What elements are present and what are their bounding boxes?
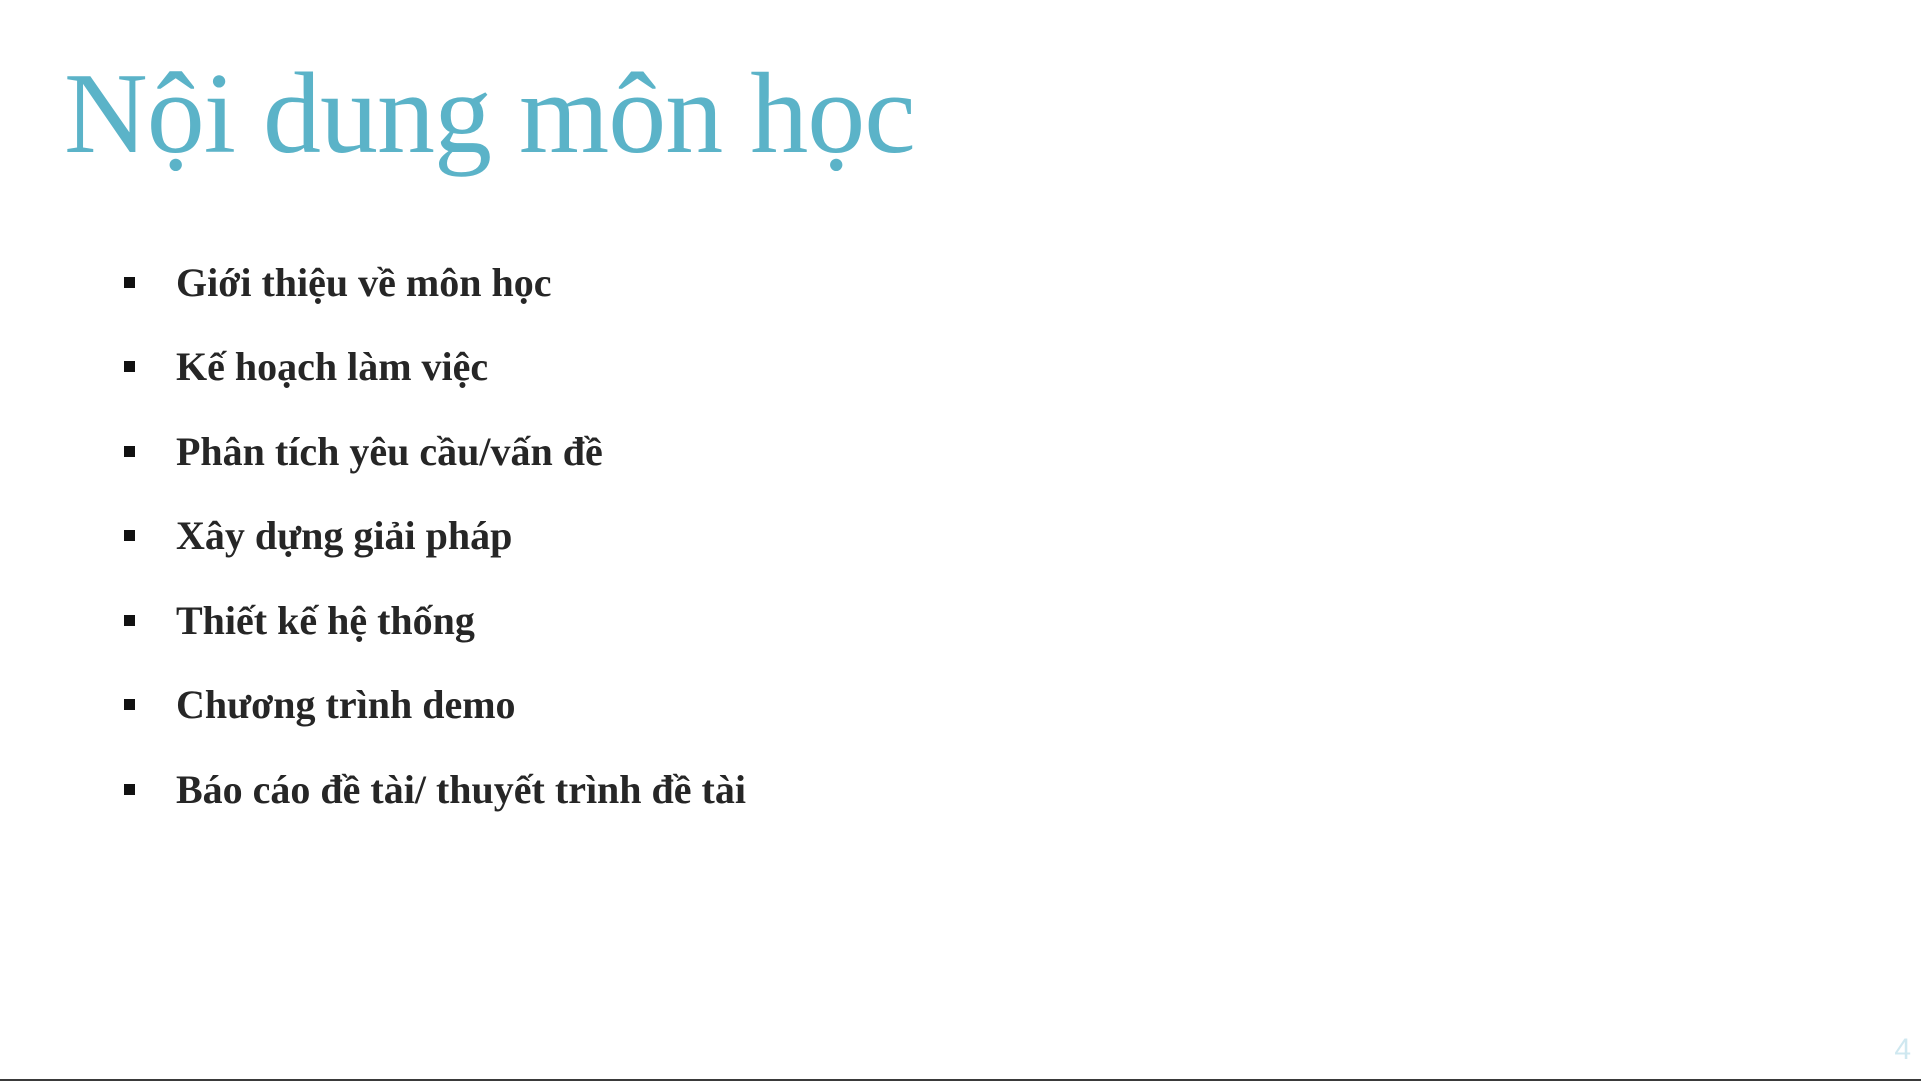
bullet-text: Chương trình demo (176, 682, 516, 728)
square-bullet-icon (124, 615, 135, 626)
slide-number: 4 (1894, 1033, 1911, 1066)
bullet-item (124, 494, 746, 579)
square-bullet-icon (124, 361, 135, 372)
bullet-item (124, 409, 746, 494)
square-bullet-icon (124, 446, 135, 457)
bullet-text: Thiết kế hệ thống (176, 597, 475, 643)
bullet-text: Kế hoạch làm việc (176, 344, 489, 390)
bullet-text: Báo cáo đề tài/ thuyết trình đề tài (176, 766, 746, 812)
square-bullet-icon (124, 699, 135, 710)
bullet-text: Phân tích yêu cầu/vấn đề (176, 428, 603, 474)
bullet-item (124, 747, 746, 832)
bullet-text: Giới thiệu về môn học (176, 259, 552, 305)
square-bullet-icon (124, 530, 135, 541)
bullet-item (124, 578, 746, 663)
bullet-list (124, 240, 746, 832)
bullet-item (124, 325, 746, 410)
bullet-item (124, 663, 746, 748)
square-bullet-icon (124, 784, 135, 795)
slide-title: Nội dung môn học (64, 50, 915, 178)
bullet-text: Xây dựng giải pháp (176, 513, 513, 559)
bullet-item (124, 240, 746, 325)
square-bullet-icon (124, 277, 135, 288)
